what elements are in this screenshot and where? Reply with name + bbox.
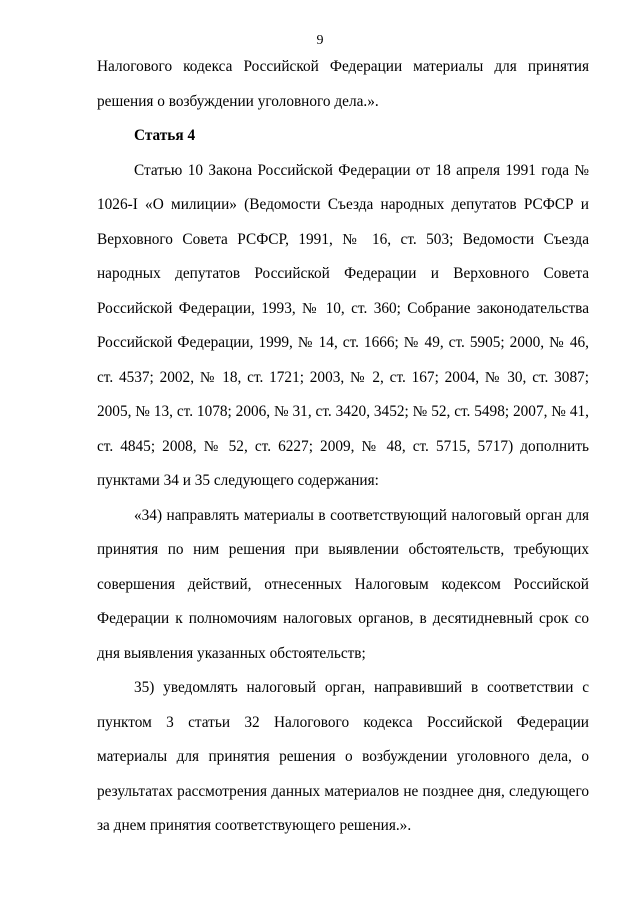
article-paragraph: Статью 10 Закона Российской Федерации от 18 апреля 1991 года № 1026-I «О милиции» (Ведомости Съезда народных депутатов РСФСР и Верховного Совета РСФСР, 1991, № 16, ст. 503; Ведомости Съезда народных депутатов Российской Федерации и Верховного Совета Российской Федерации, 1993, № 10, ст. 360; Собрание законодательства Российской Федерации, 1999, № 14, ст. 1666; № 49, ст. 5905; 2000, № 46, ст. 4537; 2002, № 18, ст. 1721; 2003, № 2, ст. 167; 2004, № 30, ст. 3087; 2005, № 13, ст. 1078; 2006, № 31, ст. 3420, 3452; № 52, ст. 5498; 2007, № 41, ст. 4845; 2008, № 52, ст. 6227; 2009, № 48, ст. 5715, 5717) дополнить пунктами 34 и 35 следующего содержания: (97, 161, 589, 489)
document-body (97, 50, 589, 844)
article-heading: Статья 4 (134, 127, 196, 144)
clause-35-paragraph: 35) уведомлять налоговый орган, направивший в соответствии с пунктом 3 статьи 32 Налогового кодекса Российской Федерации материалы для принятия решения о возбуждении уголовного дела, о результатах рассмотрения данных материалов не позднее дня, следующего за днем принятия соответствующего решения.». (97, 679, 589, 834)
clause-34-paragraph: «34) направлять материалы в соответствующий налоговый орган для принятия по ним решения при выявлении обстоятельств, требующих совершения действий, отнесенных Налоговым кодексом Российской Федерации к полномочиям налоговых органов, в десятидневный срок со дня выявления указанных обстоятельств; (97, 506, 589, 662)
continuation-paragraph: Налогового кодекса Российской Федерации материалы для принятия решения о возбуждении уголовного дела.». (97, 58, 589, 110)
page-number: 9 (316, 33, 324, 48)
